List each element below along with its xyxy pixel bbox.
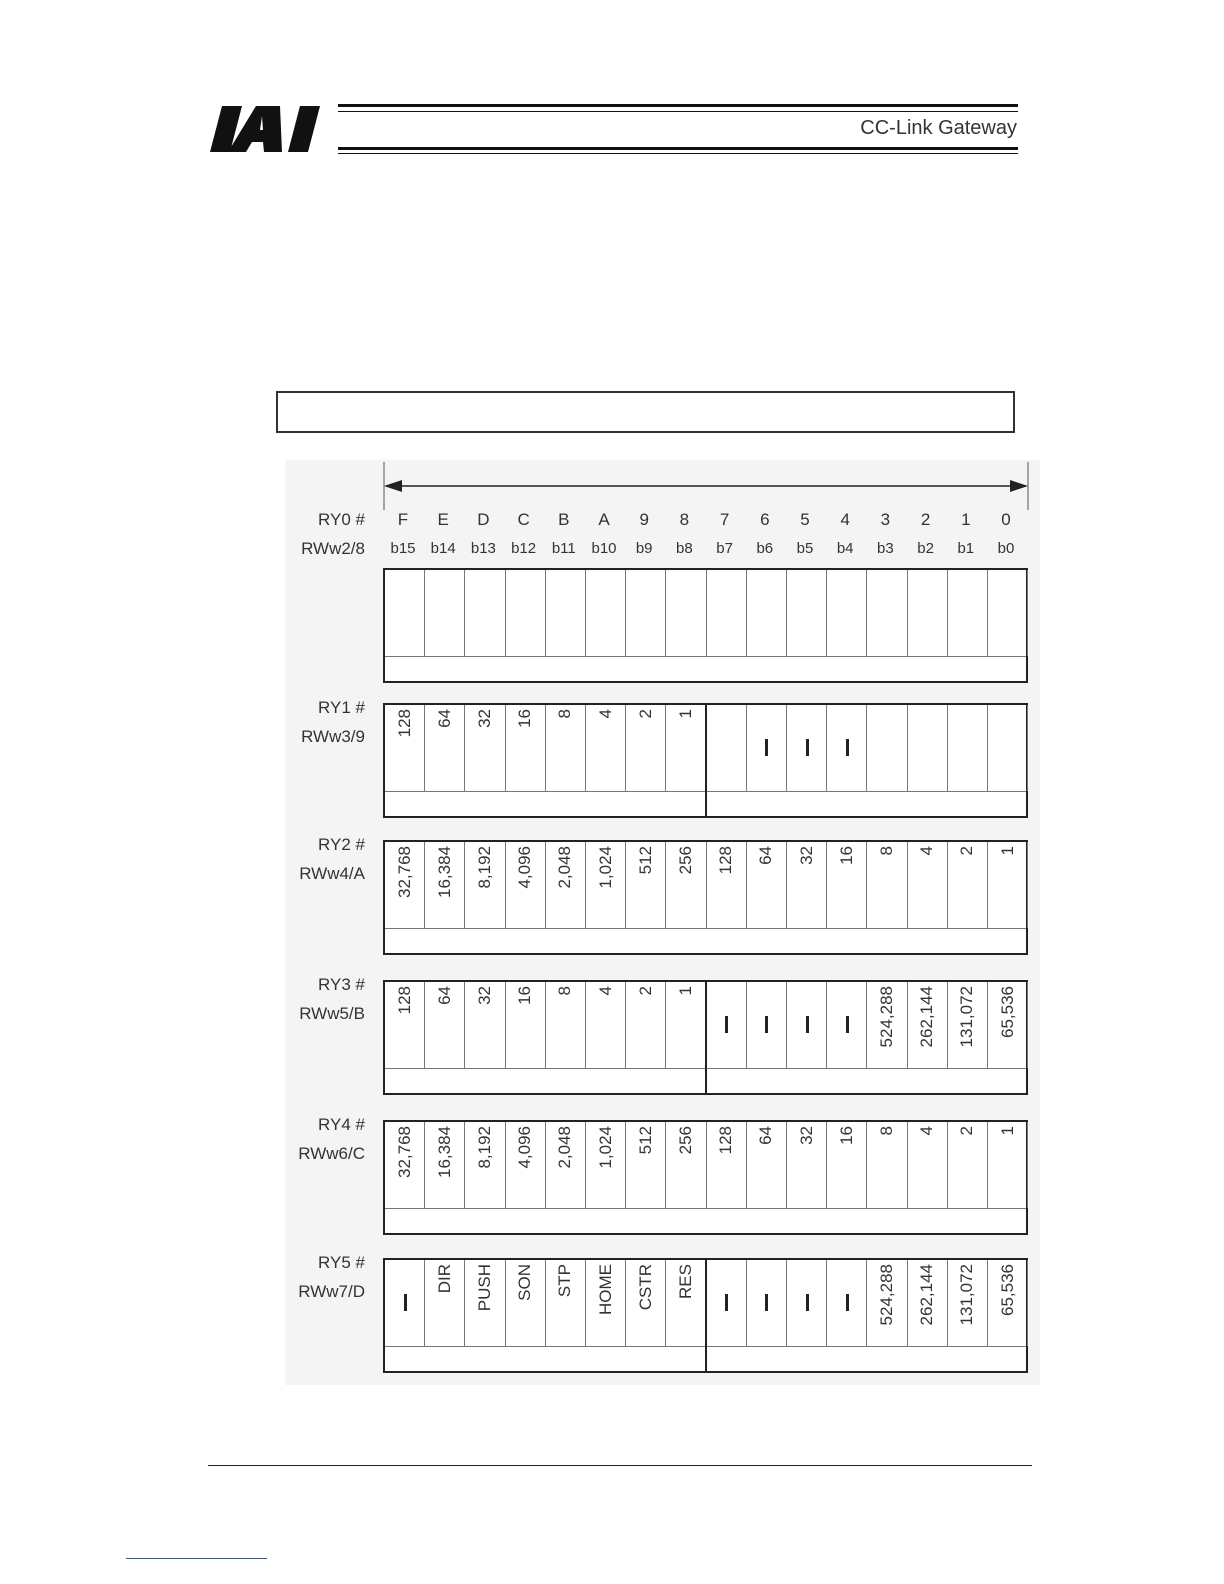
bit-weight-label: STP — [555, 1264, 575, 1298]
bit-weight-label: 256 — [675, 846, 695, 875]
hex-digit-header: 9 — [639, 510, 649, 529]
bit-weight-label: 16 — [836, 846, 856, 865]
row-label-ry: RY4 # — [318, 1115, 365, 1134]
hex-digit-header: 5 — [800, 510, 810, 529]
bit-number-header: b15 — [390, 540, 416, 557]
bit-number-header: b7 — [716, 540, 733, 557]
bit-cell — [546, 842, 586, 928]
row-register-label — [287, 1110, 365, 1168]
bit-weight-label: HOME — [595, 1264, 615, 1315]
bit-weight-label: 32,768 — [394, 846, 414, 898]
row-register-label — [287, 505, 365, 563]
row-label-ry: RY1 # — [318, 698, 365, 717]
bit-number-header: b8 — [676, 540, 693, 557]
bit-number-header: b6 — [756, 540, 774, 557]
bit-cell — [827, 842, 867, 928]
bit-range-arrow — [380, 462, 1032, 512]
footer-link-underline — [126, 1558, 267, 1559]
bit-cell — [908, 1122, 948, 1208]
bit-number-header: b11 — [551, 540, 576, 557]
bit-weight-label: 4 — [595, 986, 615, 996]
row-label-rww: RWw5/B — [299, 1004, 365, 1023]
bit-cell — [787, 842, 827, 928]
bit-cell — [867, 570, 907, 656]
bit-cell — [385, 1122, 425, 1208]
bit-cell — [506, 1260, 546, 1346]
row-register-label — [287, 693, 365, 751]
bit-cell — [586, 982, 626, 1068]
bit-weight-label: 32 — [474, 709, 494, 728]
bit-cell — [787, 705, 827, 791]
byte-divider — [705, 705, 707, 816]
bit-cell — [626, 705, 666, 791]
row-description-strip — [385, 1208, 1026, 1236]
bit-cell — [425, 1260, 465, 1346]
bit-cell — [988, 1260, 1028, 1346]
bit-weight-label: 128 — [394, 709, 414, 738]
bit-weight-label: 524,288 — [876, 986, 896, 1048]
row-label-rww: RWw3/9 — [301, 727, 365, 746]
bit-cell — [827, 570, 867, 656]
bit-number-header: b5 — [796, 540, 814, 557]
row-label-rww: RWw7/D — [298, 1282, 365, 1301]
bit-table-row — [383, 1120, 1028, 1235]
bit-cell — [867, 1122, 907, 1208]
bit-weight-label: 262,144 — [917, 1264, 937, 1326]
row-register-label — [287, 970, 365, 1028]
bit-number-header: b1 — [957, 540, 975, 557]
bit-weight-label: 64 — [434, 986, 454, 1005]
bit-cell — [867, 705, 907, 791]
unused-bit-dash — [765, 739, 768, 756]
bit-cell — [425, 842, 465, 928]
bit-weight-label: 2 — [635, 709, 655, 719]
section-title-box — [276, 391, 1015, 433]
bit-cell — [425, 570, 465, 656]
row-label-ry: RY5 # — [318, 1253, 365, 1272]
bit-cell — [827, 982, 867, 1068]
bit-cell — [948, 842, 988, 928]
bit-cell — [707, 1122, 747, 1208]
bit-cell — [506, 842, 546, 928]
bit-weight-label: 256 — [675, 1126, 695, 1155]
bit-weight-label: 4 — [917, 1126, 937, 1136]
bit-cell — [385, 570, 425, 656]
bit-weight-label: 16 — [836, 1126, 856, 1145]
bit-weight-label: 1 — [675, 986, 695, 996]
bit-cell — [586, 842, 626, 928]
bit-cell — [546, 1260, 586, 1346]
unused-bit-dash — [404, 1294, 407, 1311]
bit-weight-label: 65,536 — [997, 1264, 1017, 1316]
bit-cell — [948, 570, 988, 656]
bit-cell — [867, 982, 907, 1068]
bit-cell — [948, 1260, 988, 1346]
bit-cell — [747, 705, 787, 791]
bit-cell — [707, 1260, 747, 1346]
bit-cell — [827, 1260, 867, 1346]
iai-logo — [208, 100, 338, 158]
bit-cell — [465, 570, 505, 656]
bit-weight-label: CSTR — [635, 1264, 655, 1311]
hex-digit-header: 2 — [920, 510, 931, 529]
bit-weight-label: 2 — [957, 1126, 977, 1136]
bit-cell — [988, 570, 1028, 656]
hex-digit-header: F — [397, 510, 409, 529]
bit-weight-label: 2,048 — [555, 1126, 575, 1169]
bit-weight-label: 512 — [635, 846, 655, 875]
byte-divider — [705, 982, 707, 1093]
unused-bit-dash — [725, 1294, 728, 1311]
bit-weight-label: 2 — [957, 846, 977, 856]
bit-weight-label: 4 — [917, 846, 937, 856]
row-description-strip — [385, 928, 1026, 956]
bit-table-row — [383, 703, 1028, 818]
bit-cell — [908, 842, 948, 928]
unused-bit-dash — [806, 739, 809, 756]
bit-cell — [626, 842, 666, 928]
row-label-ry: RY2 # — [318, 835, 365, 854]
hex-digit-header: 3 — [880, 510, 891, 529]
bit-cell — [626, 982, 666, 1068]
bit-weight-label: 8,192 — [474, 1126, 494, 1169]
unused-bit-dash — [765, 1294, 768, 1311]
bit-weight-label: 1 — [997, 1126, 1017, 1136]
bit-cell — [747, 842, 787, 928]
hex-digit-header: 6 — [760, 510, 770, 529]
bit-cell — [908, 1260, 948, 1346]
bit-weight-label: 32 — [796, 1126, 816, 1145]
bit-weight-label: 8 — [876, 1126, 896, 1136]
bit-cell — [506, 570, 546, 656]
bit-weight-label: 8 — [555, 986, 575, 996]
bit-cell — [506, 705, 546, 791]
bit-weight-label: 16,384 — [434, 846, 454, 898]
row-label-rww: RWw2/8 — [301, 539, 365, 558]
bit-weight-label: 4 — [595, 709, 615, 719]
unused-bit-dash — [765, 1016, 768, 1033]
bit-weight-label: PUSH — [474, 1264, 494, 1312]
bit-cell — [666, 570, 706, 656]
bit-table-row — [383, 840, 1028, 955]
bit-cell — [385, 705, 425, 791]
bit-cell — [465, 842, 505, 928]
bit-cell — [425, 982, 465, 1068]
bit-cell — [787, 1122, 827, 1208]
bit-weight-label: 1 — [997, 846, 1017, 856]
row-register-label — [287, 1248, 365, 1306]
bit-cell — [948, 1122, 988, 1208]
bit-table-row — [383, 980, 1028, 1095]
bit-weight-label: DIR — [434, 1264, 454, 1294]
bit-weight-label: SON — [515, 1264, 535, 1301]
bit-cell — [827, 1122, 867, 1208]
bit-weight-label: 262,144 — [917, 986, 937, 1048]
hex-digit-header: 8 — [679, 510, 690, 529]
bit-cell — [586, 1122, 626, 1208]
row-label-rww: RWw4/A — [299, 864, 365, 883]
bit-weight-label: 131,072 — [957, 1264, 977, 1326]
bit-cell — [506, 982, 546, 1068]
bit-table-row — [383, 1258, 1028, 1373]
bit-cell — [747, 1122, 787, 1208]
row-label-ry: RY3 # — [318, 975, 365, 994]
bit-number-header: b14 — [430, 540, 456, 557]
bit-cell — [908, 570, 948, 656]
row-label-ry: RY0 # — [318, 510, 365, 529]
hex-digit-header: 7 — [719, 510, 730, 529]
bit-weight-label: 512 — [635, 1126, 655, 1155]
bit-cell — [506, 1122, 546, 1208]
bit-weight-label: 1,024 — [595, 846, 615, 889]
bit-cell — [787, 1260, 827, 1346]
bit-weight-label: 16,384 — [434, 1126, 454, 1178]
bit-cell — [666, 1260, 706, 1346]
bit-cell — [747, 982, 787, 1068]
bit-table-row — [383, 568, 1028, 683]
bit-weight-label: 32 — [796, 846, 816, 865]
header-rule-top — [338, 104, 1018, 107]
bit-cell — [586, 1260, 626, 1346]
bit-cell — [707, 570, 747, 656]
bit-cell — [867, 842, 907, 928]
unused-bit-dash — [806, 1016, 809, 1033]
unused-bit-dash — [806, 1294, 809, 1311]
bit-weight-label: 128 — [394, 986, 414, 1015]
hex-digit-header: E — [437, 510, 449, 529]
bit-weight-label: 2 — [635, 986, 655, 996]
bit-weight-label: 8 — [876, 846, 896, 856]
bit-cell — [546, 1122, 586, 1208]
hex-digit-header: B — [558, 510, 570, 529]
bit-cell — [425, 1122, 465, 1208]
bit-cell — [988, 982, 1028, 1068]
bit-weight-label: 64 — [756, 1126, 776, 1145]
bit-cell — [988, 1122, 1028, 1208]
bit-cell — [707, 982, 747, 1068]
bit-number-header: b13 — [470, 540, 496, 557]
bit-weight-label: 16 — [515, 709, 535, 728]
bit-number-header: b2 — [917, 540, 934, 557]
bit-number-header: b10 — [591, 540, 617, 557]
byte-divider — [705, 1260, 707, 1371]
bit-cell — [666, 982, 706, 1068]
bit-cell — [787, 570, 827, 656]
bit-cell — [707, 842, 747, 928]
footer-rule — [208, 1465, 1032, 1466]
row-description-strip — [385, 656, 1026, 684]
bit-weight-label: 64 — [756, 846, 776, 865]
header-title: CC-Link Gateway — [860, 117, 1017, 139]
bit-cell — [546, 982, 586, 1068]
bit-cell — [425, 705, 465, 791]
bit-cell — [707, 705, 747, 791]
unused-bit-dash — [846, 1016, 849, 1033]
unused-bit-dash — [846, 739, 849, 756]
header-rule-bottom — [338, 147, 1018, 150]
hex-digit-header: 4 — [840, 510, 850, 529]
bit-cell — [626, 1260, 666, 1346]
hex-digit-header: 1 — [961, 510, 971, 529]
bit-cell — [666, 1122, 706, 1208]
bit-cell — [385, 982, 425, 1068]
header-rule-top-thin — [338, 111, 1018, 112]
bit-cell — [465, 705, 505, 791]
bit-cell — [385, 842, 425, 928]
bit-cell — [586, 705, 626, 791]
bit-number-header: b0 — [997, 540, 1015, 557]
bit-cell — [787, 982, 827, 1068]
bit-cell — [385, 1260, 425, 1346]
bit-cell — [546, 705, 586, 791]
bit-weight-label: 128 — [716, 846, 736, 875]
header-rule-bottom-thin — [338, 153, 1018, 154]
row-register-label — [287, 830, 365, 888]
hex-digit-header: A — [598, 510, 610, 529]
bit-weight-label: 2,048 — [555, 846, 575, 889]
bit-cell — [747, 1260, 787, 1346]
bit-cell — [908, 982, 948, 1068]
bit-cell — [546, 570, 586, 656]
bit-weight-label: 16 — [515, 986, 535, 1005]
unused-bit-dash — [725, 1016, 728, 1033]
bit-weight-label: 65,536 — [997, 986, 1017, 1038]
bit-cell — [666, 705, 706, 791]
bit-weight-label: 32 — [474, 986, 494, 1005]
bit-weight-label: 524,288 — [876, 1264, 896, 1326]
bit-cell — [948, 982, 988, 1068]
bit-cell — [666, 842, 706, 928]
bit-weight-label: RES — [675, 1264, 695, 1299]
bit-weight-label: 131,072 — [957, 986, 977, 1048]
row-label-rww: RWw6/C — [298, 1144, 365, 1163]
bit-number-header: b12 — [511, 540, 537, 557]
bit-weight-label: 64 — [434, 709, 454, 728]
hex-digit-header: D — [477, 510, 490, 529]
bit-cell — [908, 705, 948, 791]
bit-weight-label: 4,096 — [515, 1126, 535, 1169]
bit-cell — [465, 1122, 505, 1208]
bit-cell — [948, 705, 988, 791]
bit-weight-label: 8 — [555, 709, 575, 719]
bit-weight-label: 1,024 — [595, 1126, 615, 1169]
bit-number-header: b3 — [877, 540, 894, 557]
bit-weight-label: 8,192 — [474, 846, 494, 889]
bit-weight-label: 1 — [675, 709, 695, 719]
bit-weight-label: 128 — [716, 1126, 736, 1155]
bit-weight-label: 32,768 — [394, 1126, 414, 1178]
bit-cell — [827, 705, 867, 791]
bit-cell — [747, 570, 787, 656]
bit-cell — [465, 1260, 505, 1346]
bit-cell — [586, 570, 626, 656]
unused-bit-dash — [846, 1294, 849, 1311]
bit-cell — [626, 1122, 666, 1208]
bit-cell — [988, 705, 1028, 791]
bit-weight-label: 4,096 — [515, 846, 535, 889]
hex-digit-header: 0 — [1001, 510, 1011, 529]
bit-cell — [867, 1260, 907, 1346]
bit-cell — [626, 570, 666, 656]
hex-digit-header: C — [517, 510, 530, 529]
bit-cell — [465, 982, 505, 1068]
bit-cell — [988, 842, 1028, 928]
bit-number-header: b4 — [836, 540, 854, 557]
bit-number-header: b9 — [635, 540, 653, 557]
